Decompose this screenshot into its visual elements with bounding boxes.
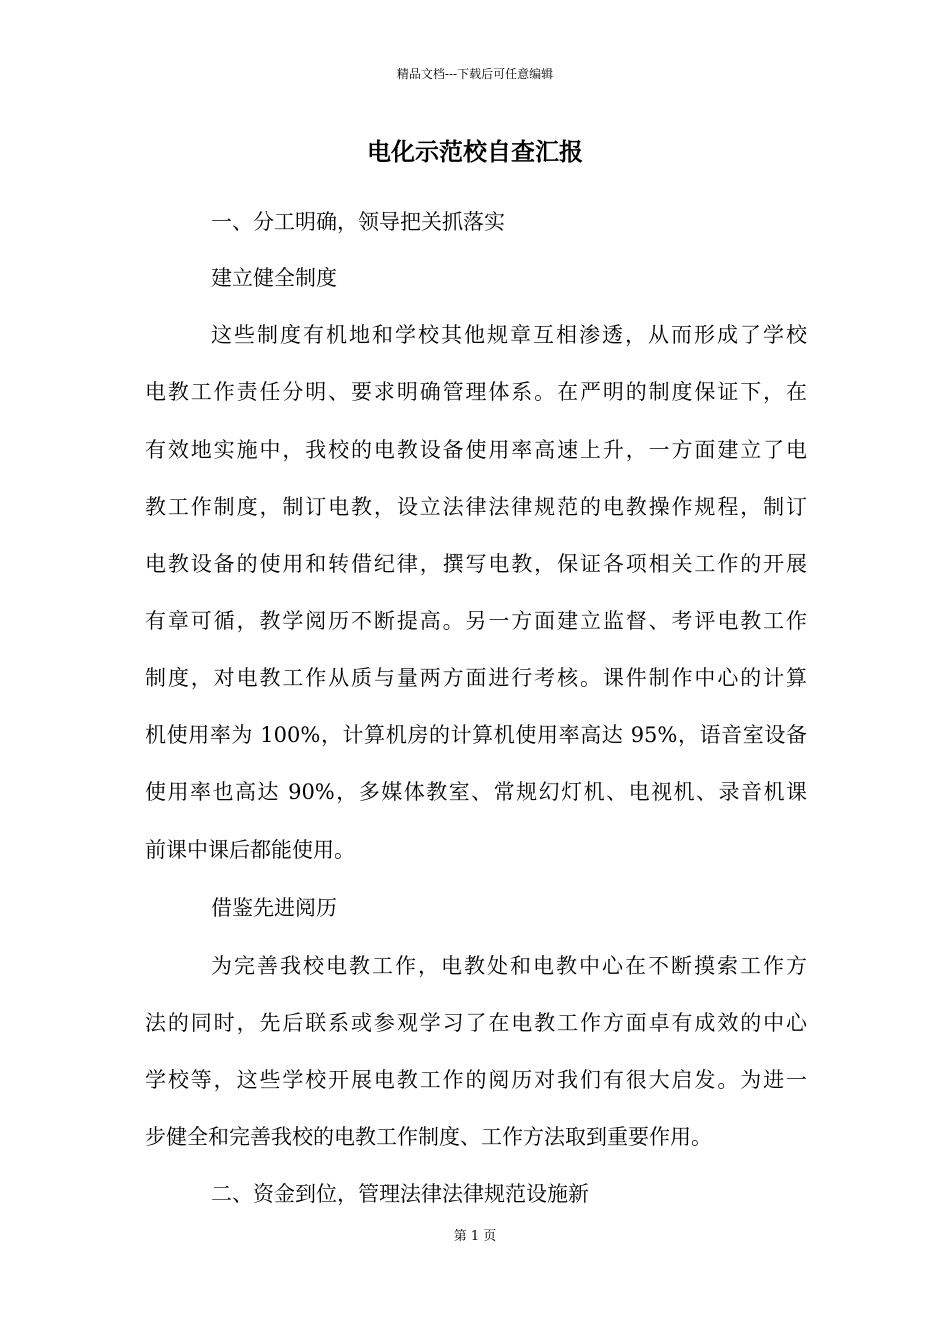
paragraph-line: 机使用率为 100%，计算机房的计算机使用率高达 95%，语音室设备 [145, 723, 807, 747]
document-title: 电化示范校自查汇报 [367, 137, 583, 166]
section-heading-1: 一、分工明确，领导把关抓落实 [211, 210, 505, 234]
paragraph-line: 使用率也高达 90%，多媒体教室、常规幻灯机、电视机、录音机课 [145, 780, 807, 804]
paragraph-line: 前课中课后都能使用。 [145, 838, 355, 862]
paragraph-line: 步健全和完善我校的电教工作制度、工作方法取到重要作用。 [145, 1125, 712, 1149]
subheading-2: 借鉴先进阅历 [211, 896, 337, 920]
paragraph-line: 有章可循，教学阅历不断提高。另一方面建立监督、考评电教工作 [145, 609, 807, 633]
paragraph-line: 电教工作责任分明、要求明确管理体系。在严明的制度保证下，在 [145, 380, 807, 404]
page-header: 精品文档---下载后可任意编辑 [396, 67, 554, 81]
paragraph-line: 制度，对电教工作从质与量两方面进行考核。课件制作中心的计算 [145, 666, 807, 690]
subheading-1: 建立健全制度 [211, 266, 337, 290]
paragraph-line: 为完善我校电教工作，电教处和电教中心在不断摸索工作方 [211, 954, 807, 978]
paragraph-line: 教工作制度，制订电教，设立法律法律规范的电教操作规程，制订 [145, 495, 807, 519]
page-number: 第 1 页 [453, 1229, 497, 1244]
paragraph-line: 电教设备的使用和转借纪律，撰写电教，保证各项相关工作的开展 [145, 552, 807, 576]
paragraph-line: 这些制度有机地和学校其他规章互相渗透，从而形成了学校 [211, 323, 807, 347]
paragraph-line: 学校等，这些学校开展电教工作的阅历对我们有很大启发。为进一 [145, 1068, 807, 1092]
paragraph-line: 有效地实施中，我校的电教设备使用率高速上升，一方面建立了电 [145, 438, 807, 462]
paragraph-line: 法的同时，先后联系或参观学习了在电教工作方面卓有成效的中心 [145, 1011, 807, 1035]
section-heading-2: 二、资金到位，管理法律法律规范设施新 [211, 1182, 589, 1206]
